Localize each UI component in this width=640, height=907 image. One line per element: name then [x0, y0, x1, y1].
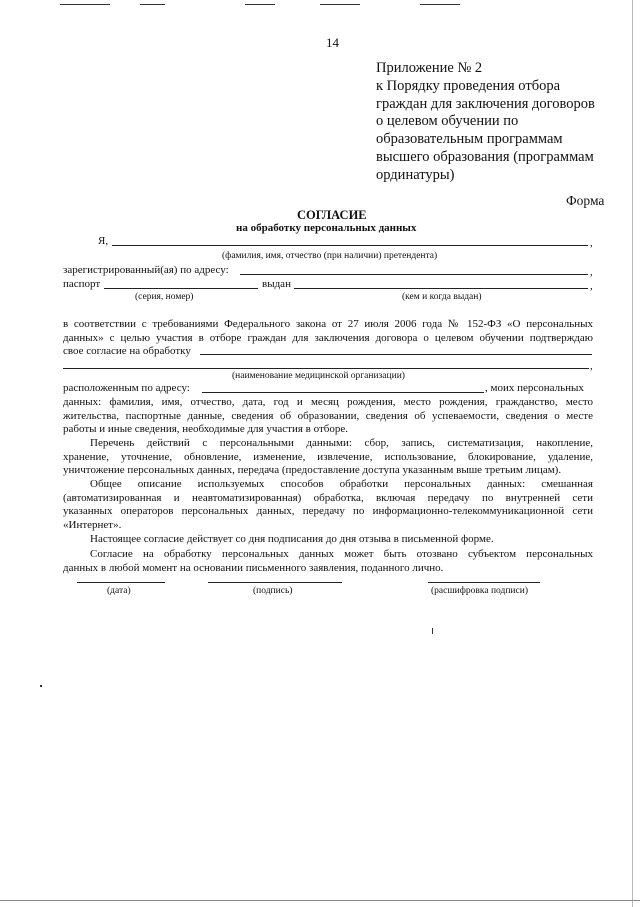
- validity-text: Настоящее согласие действует со дня подписания до дня отзыва в письменной форме.: [90, 533, 494, 545]
- decoding-field[interactable]: [428, 582, 540, 583]
- scan-artifact-top: [140, 4, 165, 5]
- appendix-line: высшего образования (программам: [376, 148, 594, 165]
- intro-line: свое согласие на обработку: [63, 345, 191, 358]
- intro-paragraph: [63, 318, 593, 359]
- methods-line: указанных операторов персональных данных, передачу по информационно-телекоммуникационной сети: [63, 505, 593, 518]
- address-label: зарегистрированный(ая) по адресу:: [63, 264, 229, 276]
- appendix-line: граждан для заключения договоров: [376, 95, 595, 112]
- located-label: расположенным по адресу:: [63, 382, 190, 394]
- methods-paragraph: [63, 478, 593, 532]
- date-caption: (дата): [107, 586, 131, 596]
- location-field[interactable]: [202, 392, 484, 393]
- revoke-line: данных в любой момент на основании письменного заявления, поданного лично.: [63, 561, 444, 574]
- issued-label: выдан: [262, 278, 291, 290]
- organization-field-2[interactable]: [63, 368, 589, 369]
- series-caption: (серия, номер): [135, 292, 194, 302]
- intro-line: в соответствии с требованиями Федерального закона от 27 июля 2006 года № 152-ФЗ «О персональных: [63, 318, 593, 330]
- scan-artifact-right: [632, 0, 633, 907]
- my-personal-text: , моих персональных: [485, 382, 584, 394]
- appendix-line: о целевом обучении по: [376, 113, 519, 130]
- decoding-caption: (расшифровка подписи): [431, 586, 528, 596]
- fio-caption: (фамилия, имя, отчество (при наличии) претендента): [222, 251, 438, 261]
- issued-caption: (кем и когда выдан): [402, 292, 482, 302]
- fio-field[interactable]: [112, 245, 588, 246]
- comma: ,: [590, 280, 593, 292]
- comma: ,: [590, 360, 593, 372]
- data-paragraph: [63, 396, 593, 437]
- comma: ,: [590, 266, 593, 278]
- actions-paragraph: [63, 437, 593, 478]
- appendix-line: Приложение № 2: [376, 60, 483, 76]
- scan-dot: [40, 685, 42, 687]
- organization-caption: (наименование медицинской организации): [232, 371, 405, 381]
- methods-line: (автоматизированная и неавтоматизированная) обработка, включая передачу по внутренней сети: [63, 491, 593, 504]
- address-field[interactable]: [240, 274, 588, 275]
- data-line: работы и иные сведения, необходимые для участия в отборе.: [63, 423, 348, 436]
- form-label: Форма: [566, 193, 605, 208]
- comma: ,: [590, 237, 593, 249]
- actions-line: Перечень действий с персональными данными: сбор, запись, систематизация, накопление,: [90, 437, 593, 449]
- scan-artifact-bottom: [0, 900, 640, 901]
- revoke-paragraph: [63, 548, 593, 575]
- signature-caption: (подпись): [253, 586, 293, 596]
- document-title: СОГЛАСИЕ: [297, 208, 367, 222]
- document-subtitle: на обработку персональных данных: [236, 222, 417, 234]
- appendix-line: образовательным программам: [376, 131, 563, 148]
- data-line: жительства, паспортные данные, сведения об образовании, сведения об успеваемости, сведения о месте: [63, 409, 593, 422]
- date-field[interactable]: [77, 582, 165, 583]
- scan-dot: [432, 628, 433, 634]
- passport-field[interactable]: [104, 288, 258, 289]
- data-line: данных: фамилия, имя, отчество, дата, год и месяц рождения, место рождения, гражданство, место: [63, 396, 593, 408]
- appendix-line: к Порядку проведения отбора: [376, 77, 561, 94]
- scan-artifact-top: [245, 4, 275, 5]
- passport-label: паспорт: [63, 278, 101, 290]
- scan-artifact-top: [60, 4, 110, 5]
- methods-line: Общее описание используемых способов обработки персональных данных: смешанная: [90, 478, 593, 490]
- ya-label: Я,: [98, 235, 109, 247]
- appendix-line: ординатуры): [376, 166, 455, 183]
- page-number: 14: [326, 35, 339, 50]
- actions-line: хранение, уточнение, обновление, изменение, извлечение, использование, блокирование, удаление,: [63, 450, 593, 463]
- revoke-line: Согласие на обработку персональных данных может быть отозвано субъектом персональных: [90, 548, 593, 560]
- scan-artifact-top: [320, 4, 360, 5]
- intro-line: данных» с целью участия в отборе граждан для заключения договора о целевом обучении подтверждаю: [63, 331, 593, 344]
- methods-line: «Интернет».: [63, 518, 122, 531]
- organization-field[interactable]: [200, 354, 592, 355]
- scan-artifact-top: [420, 4, 460, 5]
- signature-field[interactable]: [208, 582, 342, 583]
- appendix-heading: [376, 60, 616, 185]
- actions-line: уничтожение персональных данных, передача (предоставление доступа указанным выше третьим лицам).: [63, 464, 562, 477]
- issued-field[interactable]: [294, 288, 588, 289]
